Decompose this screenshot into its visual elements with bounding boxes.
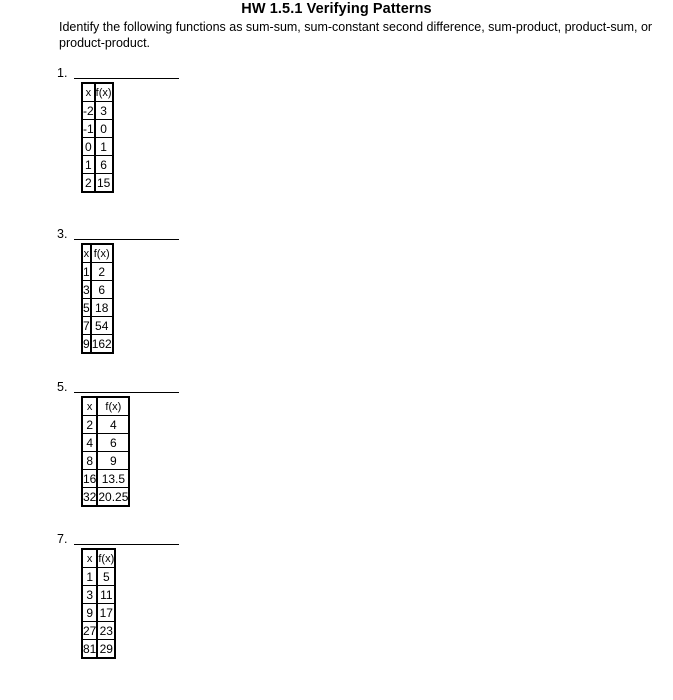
function-table — [81, 548, 116, 659]
fx-cell: 11 — [97, 586, 115, 604]
x-cell: 3 — [83, 282, 90, 297]
fx-cell: 6 — [97, 434, 129, 452]
function-table — [81, 82, 114, 193]
fx-cell: 17 — [97, 604, 115, 622]
fx-cell: 3 — [95, 102, 113, 120]
table-row — [82, 299, 113, 317]
table-row — [82, 138, 113, 156]
x-cell: -2 — [83, 103, 94, 118]
x-cell: -1 — [83, 121, 94, 136]
fx-cell: 29 — [97, 640, 115, 659]
table-row — [82, 622, 115, 640]
fx-cell: 0 — [95, 120, 113, 138]
x-column-header: x — [82, 83, 95, 102]
fx-cell: 18 — [91, 299, 113, 317]
problem-number: 1. — [57, 66, 68, 80]
fx-cell: 4 — [97, 416, 129, 434]
table-row — [82, 263, 113, 281]
table-row — [82, 174, 113, 193]
x-cell: 16 — [83, 471, 97, 486]
table-row — [82, 156, 113, 174]
table-row — [82, 281, 113, 299]
table-row — [82, 604, 115, 622]
fx-cell: 2 — [91, 263, 113, 281]
fx-column-header: f(x) — [97, 549, 115, 568]
x-cell: 32 — [82, 488, 97, 507]
fx-column-header: f(x) — [95, 83, 113, 102]
function-table — [81, 396, 130, 507]
problem-number: 7. — [57, 532, 68, 546]
table-header-row — [82, 83, 113, 102]
x-cell: 1 — [82, 568, 97, 586]
fx-cell: 13.5 — [97, 470, 129, 488]
answer-line[interactable] — [74, 78, 179, 79]
x-cell: 5 — [83, 300, 90, 315]
fx-column-header: f(x) — [97, 397, 129, 416]
table-row — [82, 120, 113, 138]
x-cell: 81 — [82, 640, 97, 659]
x-cell: 7 — [83, 318, 90, 333]
table-header-row — [82, 244, 113, 263]
x-cell: 3 — [82, 586, 97, 604]
table-row — [82, 488, 129, 507]
x-column-header: x — [82, 244, 91, 263]
fx-cell: 6 — [95, 156, 113, 174]
instructions: Identify the following functions as sum-sum, sum-constant second difference, sum-product, product-sum, or product-product. — [59, 20, 653, 50]
x-cell: 2 — [82, 416, 97, 434]
x-column-header: x — [82, 397, 97, 416]
table-row — [82, 335, 113, 354]
answer-line[interactable] — [74, 239, 179, 240]
x-cell: 9 — [82, 604, 97, 622]
x-column-header: x — [82, 549, 97, 568]
table-row — [82, 586, 115, 604]
problem-number: 5. — [57, 380, 68, 394]
fx-column-header: f(x) — [91, 244, 113, 263]
function-table — [81, 243, 114, 354]
x-cell: 2 — [82, 174, 95, 193]
x-cell: 8 — [82, 452, 97, 470]
table-header-row — [82, 549, 115, 568]
x-cell: 27 — [83, 623, 97, 638]
table-row — [82, 317, 113, 335]
x-cell: 0 — [82, 138, 95, 156]
table-row — [82, 102, 113, 120]
table-row — [82, 568, 115, 586]
x-cell: 9 — [82, 335, 91, 354]
fx-cell: 20.25 — [97, 488, 129, 507]
page-title: HW 1.5.1 Verifying Patterns — [241, 1, 432, 17]
fx-cell: 1 — [95, 138, 113, 156]
x-cell: 4 — [82, 434, 97, 452]
fx-cell: 54 — [91, 317, 113, 335]
fx-cell: 162 — [91, 335, 113, 354]
table-row — [82, 470, 129, 488]
answer-line[interactable] — [74, 392, 179, 393]
x-cell: 1 — [82, 156, 95, 174]
table-row — [82, 452, 129, 470]
answer-line[interactable] — [74, 544, 179, 545]
fx-cell: 23 — [97, 622, 115, 640]
fx-cell: 15 — [95, 174, 113, 193]
fx-cell: 6 — [91, 281, 113, 299]
table-row — [82, 640, 115, 659]
x-cell: 1 — [83, 264, 90, 279]
problem-number: 3. — [57, 227, 68, 241]
table-row — [82, 416, 129, 434]
fx-cell: 5 — [97, 568, 115, 586]
fx-cell: 9 — [97, 452, 129, 470]
table-row — [82, 434, 129, 452]
table-header-row — [82, 397, 129, 416]
